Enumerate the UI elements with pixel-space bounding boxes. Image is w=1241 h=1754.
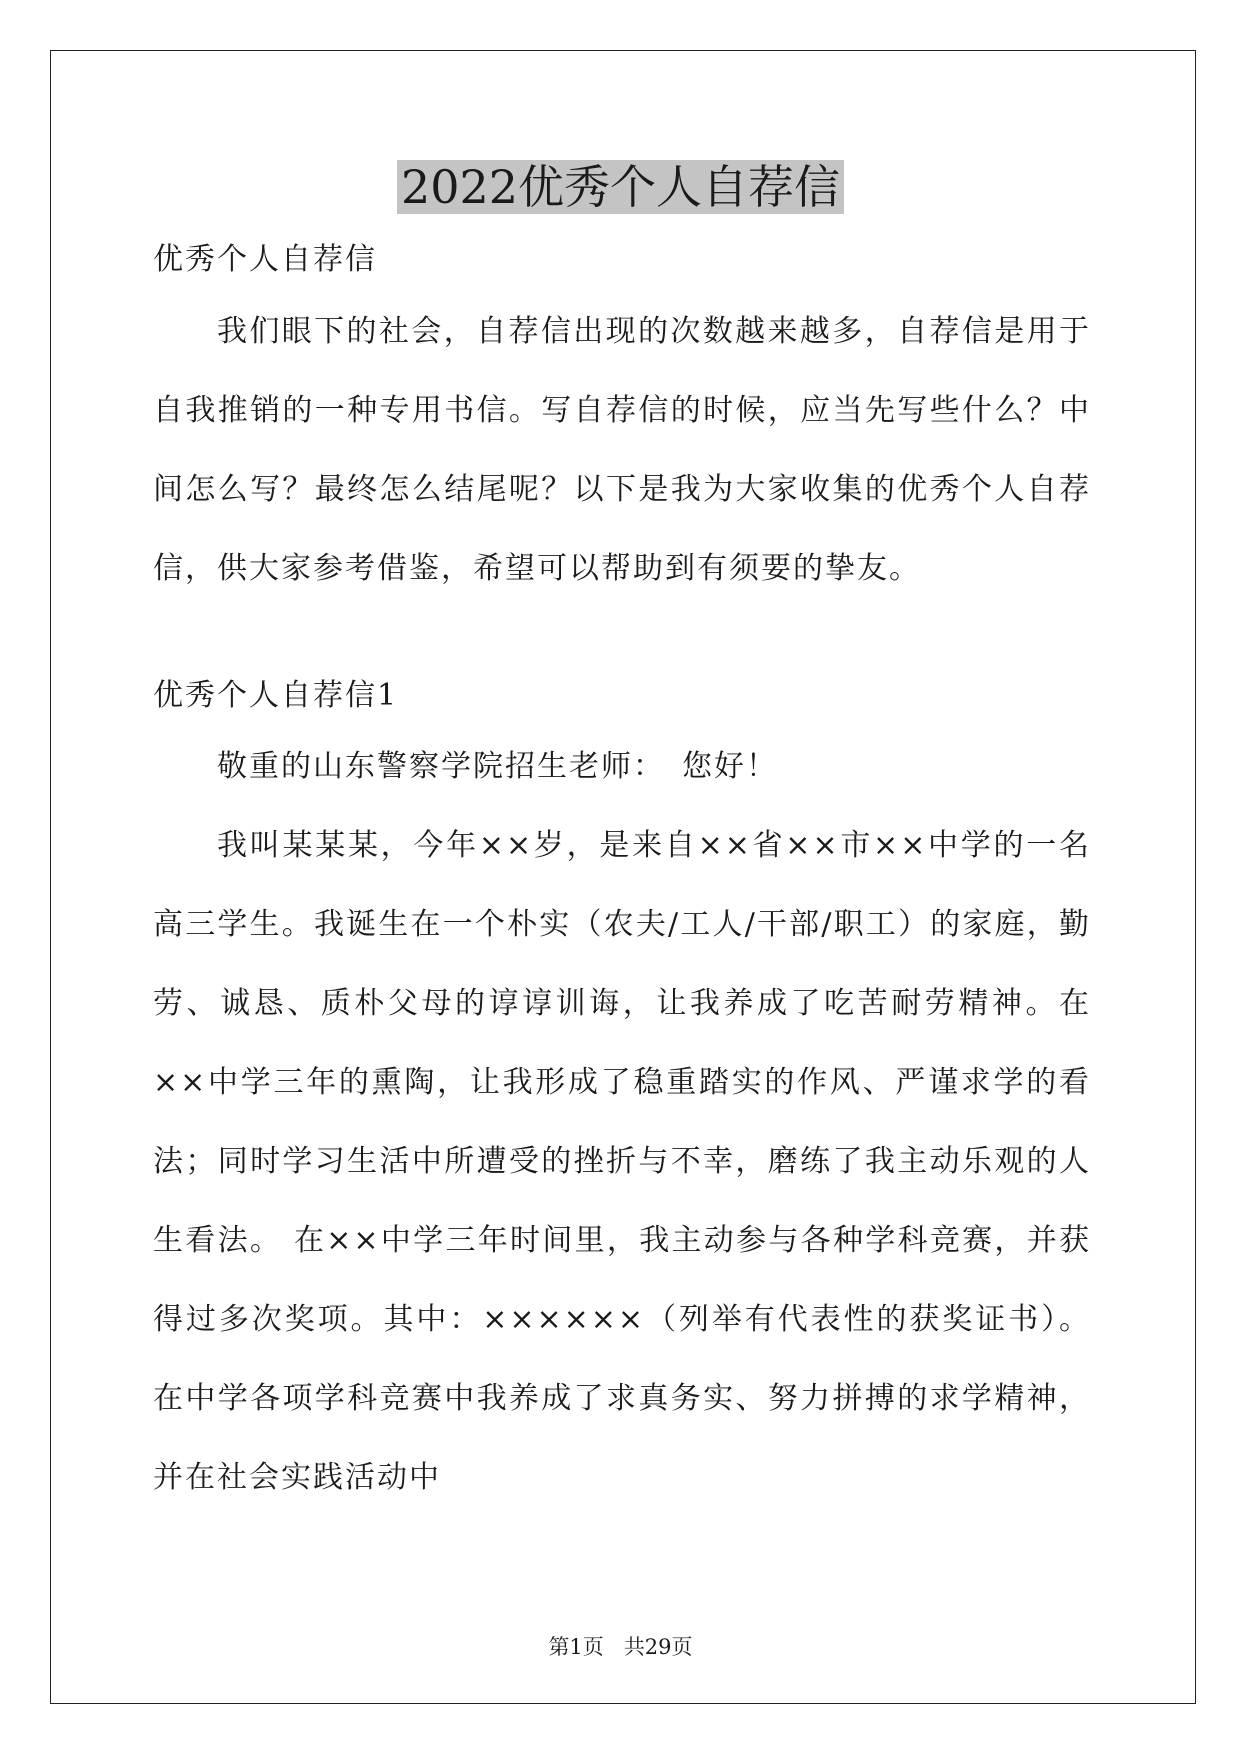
salutation-line: 敬重的山东警察学院招生老师： 您好！: [217, 749, 778, 784]
body-paragraph: 我叫某某某，今年××岁，是来自××省××市××中学的一名高三学生。我诞生在一个朴实（农夫/工人/干部/职工）的家庭，勤劳、诚恳、质朴父母的谆谆训诲，让我养成了吃苦耐劳精神。在××中学三年的熏陶，让我形成了稳重踏实的作风、严谨求学的看法；同时学习生活中所遭受的挫折与不幸，磨练了我主动乐观的人生看法。 在××中学三年时间里，我主动参与各种学科竞赛，并获得过多次奖项。其中：××××××（列举有代表性的获奖证书）。在中学各项学科竞赛中我养成了求真务实、努力拼搏的求学精神，并在社会实践活动中: [153, 828, 1091, 1495]
document-title: [0, 156, 1241, 218]
page-footer: [0, 1632, 1241, 1662]
intro-paragraph: 我们眼下的社会，自荐信出现的次数越来越多，自荐信是用于自我推销的一种专用书信。写自荐信的时候，应当先写些什么？中间怎么写？最终怎么结尾呢？以下是我为大家收集的优秀个人自荐信，供大家参考借鉴，希望可以帮助到有须要的挚友。: [153, 314, 1091, 586]
document-title-text: 2022优秀个人自荐信: [397, 160, 844, 214]
page-total: 共29页: [623, 1635, 693, 1659]
section-heading-1: 优秀个人自荐信1: [153, 678, 399, 713]
document-subtitle: 优秀个人自荐信: [153, 242, 377, 277]
page-number: 第1页: [548, 1635, 604, 1659]
